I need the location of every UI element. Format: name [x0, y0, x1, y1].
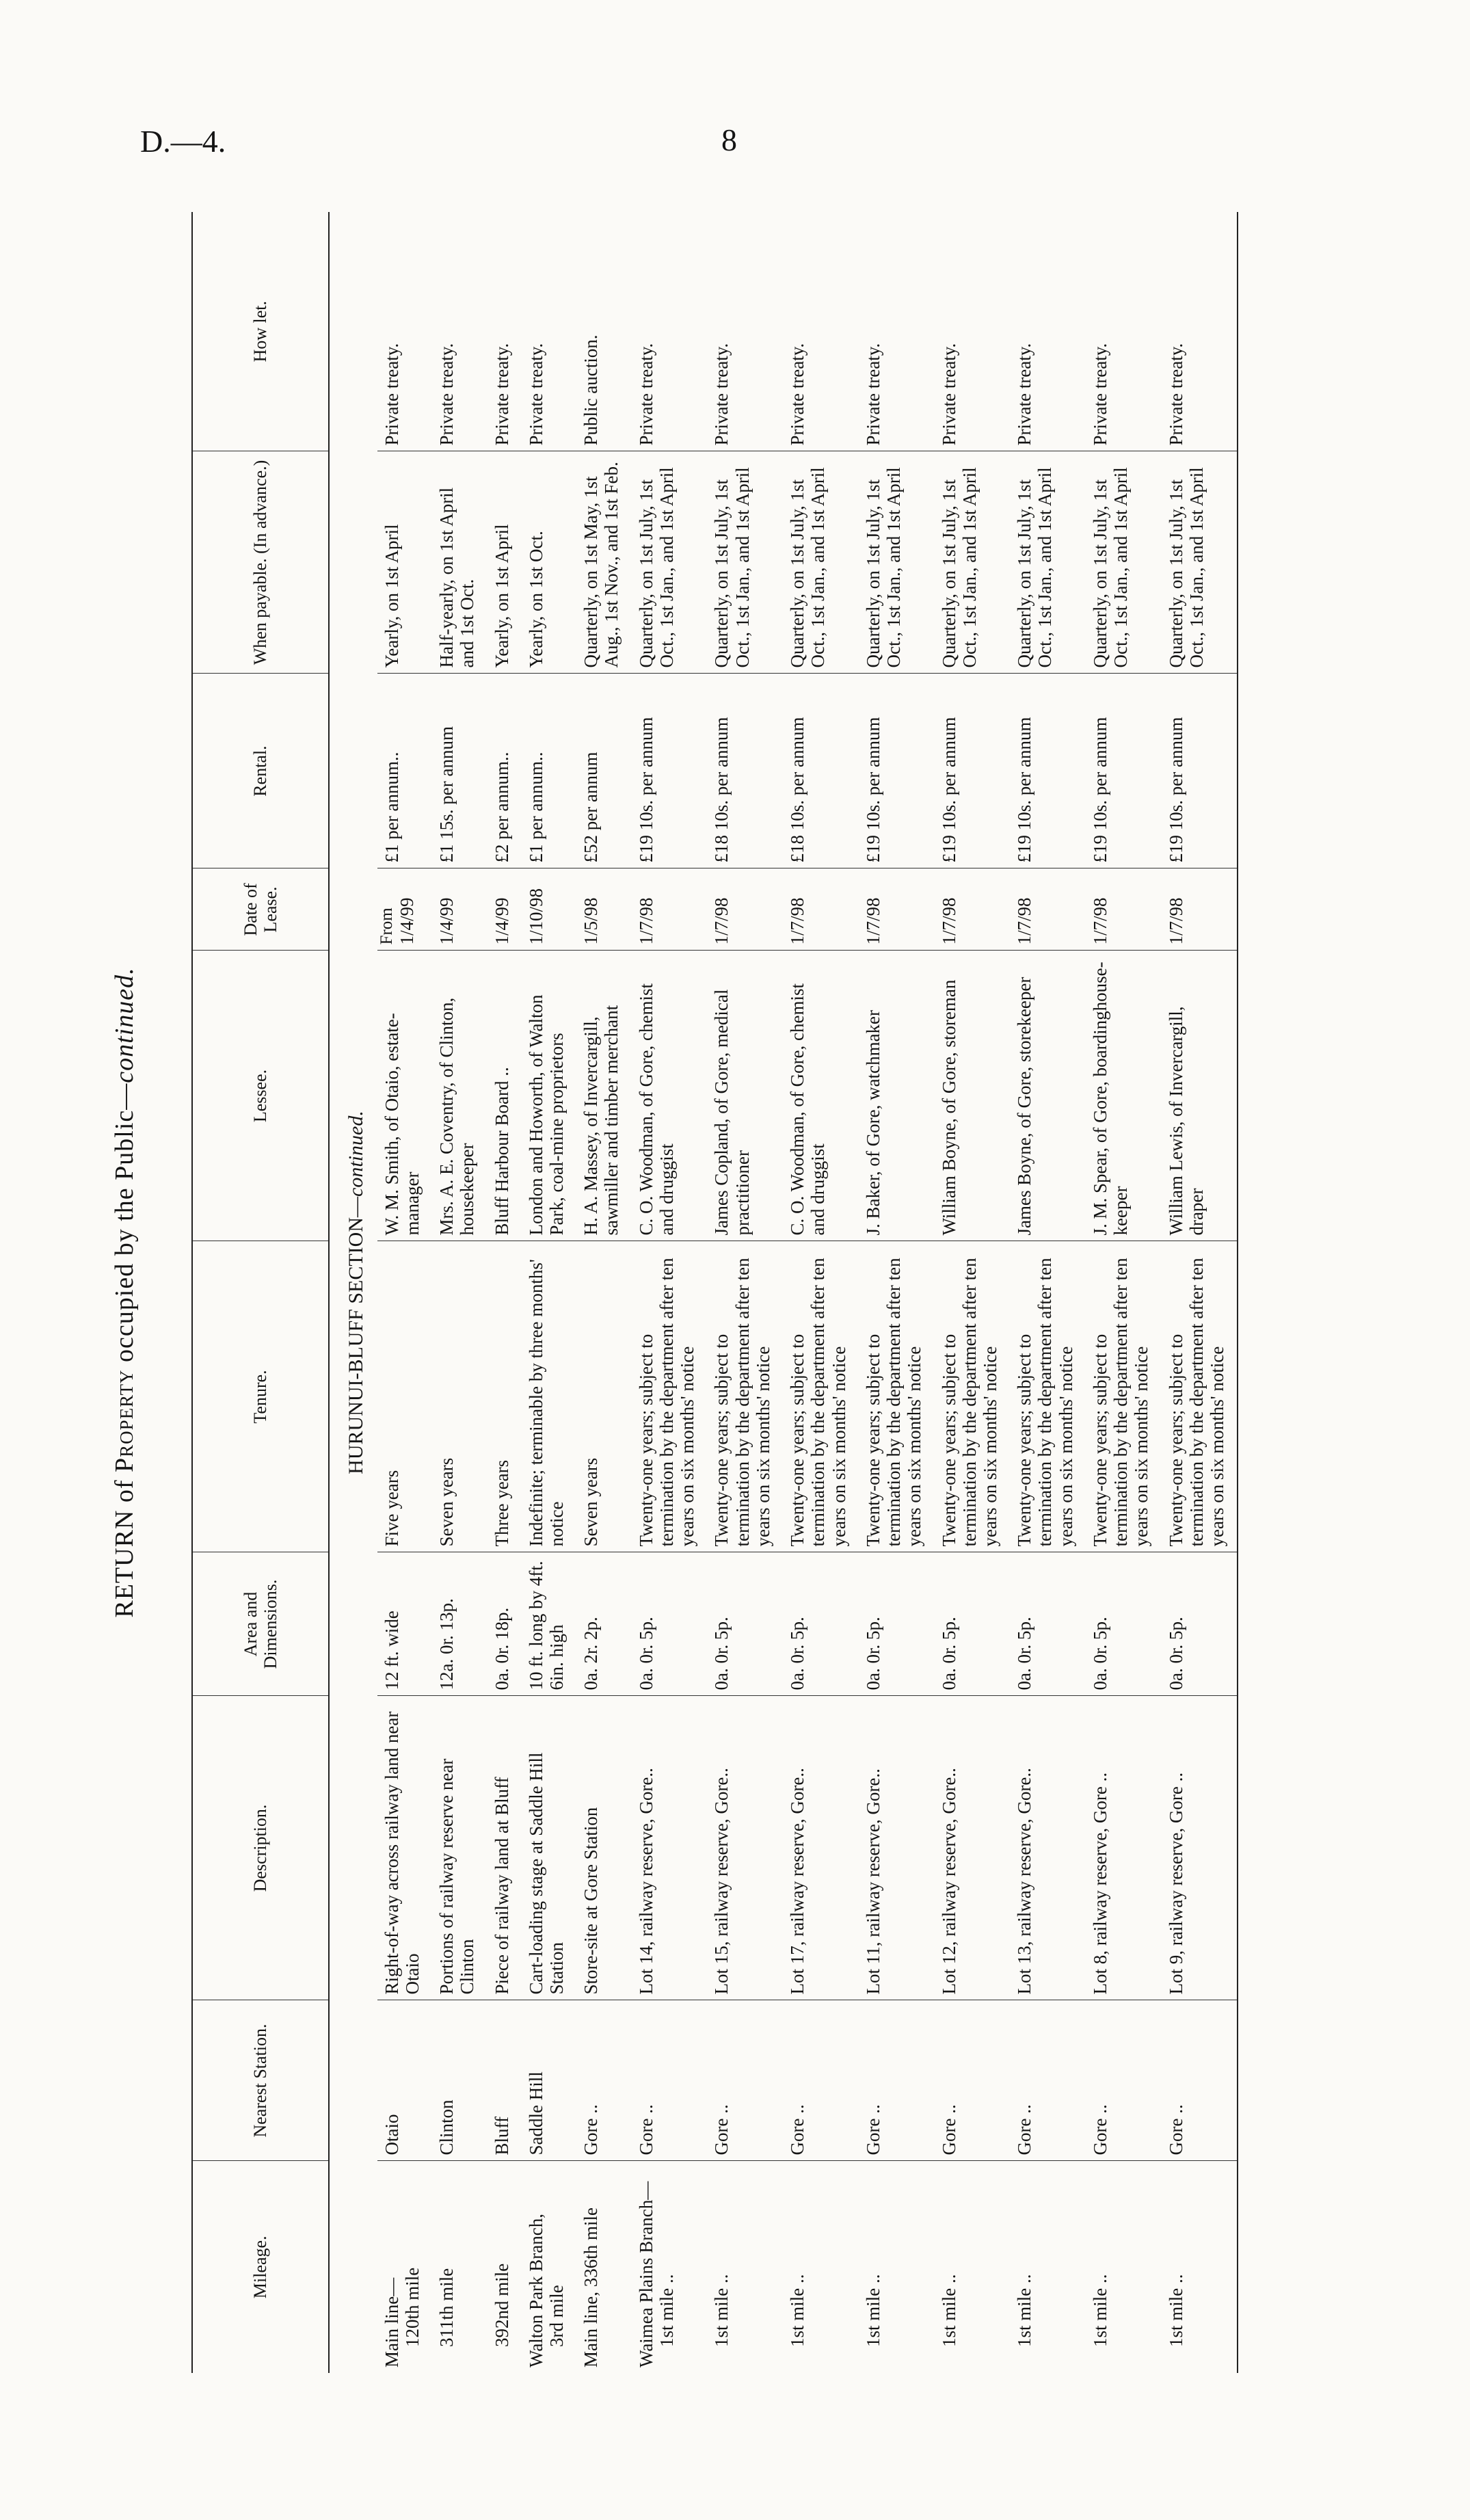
cell-date: 1/7/98: [935, 868, 1011, 951]
property-return-table: [191, 212, 1238, 2373]
table-row: [432, 212, 487, 2373]
cell-station: Gore ..: [935, 2000, 1011, 2161]
cell-mileage: [707, 2161, 783, 2373]
cell-tenure: Twenty-one years; subject to termination by the department after ten years on six months' notice: [783, 1241, 859, 1552]
table-row: [576, 212, 631, 2373]
cell-station: Bluff: [487, 2000, 522, 2161]
cell-rental: £19 10s. per annum: [935, 674, 1011, 868]
cell-area: 0a. 2r. 2p.: [576, 1552, 631, 1696]
cell-date: 1/7/98: [859, 868, 935, 951]
cell-payable: Quarterly, on 1st July, 1st Oct., 1st Jan., and 1st April: [859, 451, 935, 674]
section-title-continued: continued.: [345, 1111, 367, 1197]
cell-description: Lot 14, railway reserve, Gore..: [632, 1696, 708, 2000]
cell-rental: £19 10s. per annum: [1010, 674, 1086, 868]
cell-how-let: Private treaty.: [522, 212, 576, 451]
cell-date: 1/4/99: [487, 868, 522, 951]
cell-mileage: [576, 2161, 631, 2373]
title-continued: continued.: [110, 967, 139, 1083]
cell-description: Lot 13, railway reserve, Gore..: [1010, 1696, 1086, 2000]
title-suffix: occupied by the Public—: [110, 1083, 139, 1370]
cell-tenure: Twenty-one years; subject to termination by the department after ten years on six months' notice: [1162, 1241, 1238, 1552]
date-value: 1/4/99: [396, 897, 417, 945]
cell-rental: £1 per annum..: [522, 674, 576, 868]
mileage-value: 1st mile ..: [1089, 2274, 1110, 2347]
cell-description: Piece of railway land at Bluff: [487, 1696, 522, 2000]
header-row: [192, 212, 329, 2373]
table-row: [1162, 212, 1238, 2373]
cell-area: 0a. 0r. 5p.: [632, 1552, 708, 1696]
cell-date: 1/7/98: [783, 868, 859, 951]
cell-payable: Quarterly, on 1st July, 1st Oct., 1st Jan., and 1st April: [1086, 451, 1162, 674]
cell-station: Clinton: [432, 2000, 487, 2161]
cell-date: 1/7/98: [1086, 868, 1162, 951]
cell-how-let: Private treaty.: [432, 212, 487, 451]
table-row: [1086, 212, 1162, 2373]
title-prefix: RETURN of: [110, 1472, 139, 1618]
cell-description: Lot 17, railway reserve, Gore..: [783, 1696, 859, 2000]
cell-date: 1/10/98: [522, 868, 576, 951]
cell-area: 0a. 0r. 5p.: [935, 1552, 1011, 1696]
cell-payable: Quarterly, on 1st July, 1st Oct., 1st Jan., and 1st April: [935, 451, 1011, 674]
title-small-caps: Property: [110, 1369, 139, 1472]
cell-how-let: Private treaty.: [1086, 212, 1162, 451]
cell-tenure: Twenty-one years; subject to termination by the department after ten years on six months' notice: [1086, 1241, 1162, 1552]
mileage-value: 1st mile ..: [787, 2274, 808, 2347]
cell-lessee: James Copland, of Gore, medical practitioner: [707, 951, 783, 1241]
cell-area: 12a. 0r. 13p.: [432, 1552, 487, 1696]
table-row: [935, 212, 1011, 2373]
table-row: [859, 212, 935, 2373]
cell-payable: Quarterly, on 1st July, 1st Oct., 1st Jan., and 1st April: [632, 451, 708, 674]
cell-mileage: [487, 2161, 522, 2373]
cell-date: [377, 868, 432, 951]
mileage-value: 1st mile ..: [1014, 2274, 1035, 2347]
page-number: 8: [721, 122, 737, 157]
column-header-area: Area and Dimensions.: [192, 1552, 329, 1696]
cell-date: 1/7/98: [632, 868, 708, 951]
column-header-date-of-lease: Date of Lease.: [192, 868, 329, 951]
table-row: [707, 212, 783, 2373]
cell-mileage: [1162, 2161, 1238, 2373]
cell-lessee: J. M. Spear, of Gore, boardinghouse-keeper: [1086, 951, 1162, 1241]
cell-how-let: Private treaty.: [377, 212, 432, 451]
cell-mileage: [632, 2161, 708, 2373]
cell-area: 12 ft. wide: [377, 1552, 432, 1696]
mileage-value: 392nd mile: [491, 2263, 512, 2347]
cell-area: 0a. 0r. 18p.: [487, 1552, 522, 1696]
cell-how-let: Private treaty.: [1010, 212, 1086, 451]
section-row: [329, 212, 377, 2373]
cell-description: Lot 8, railway reserve, Gore ..: [1086, 1696, 1162, 2000]
cell-how-let: Private treaty.: [859, 212, 935, 451]
cell-rental: £19 10s. per annum: [859, 674, 935, 868]
column-header-mileage: Mileage.: [192, 2161, 329, 2373]
cell-tenure: Twenty-one years; subject to termination by the department after ten years on six months' notice: [632, 1241, 708, 1552]
cell-area: 0a. 0r. 5p.: [859, 1552, 935, 1696]
cell-description: Lot 9, railway reserve, Gore ..: [1162, 1696, 1238, 2000]
cell-payable: Quarterly, on 1st July, 1st Oct., 1st Jan., and 1st April: [1010, 451, 1086, 674]
cell-how-let: Private treaty.: [487, 212, 522, 451]
cell-rental: £18 10s. per annum: [783, 674, 859, 868]
cell-station: Gore ..: [859, 2000, 935, 2161]
cell-rental: £19 10s. per annum: [632, 674, 708, 868]
cell-mileage: [1010, 2161, 1086, 2373]
cell-how-let: Private treaty.: [935, 212, 1011, 451]
cell-mileage: [1086, 2161, 1162, 2373]
rotated-return-table: [109, 212, 1313, 2373]
table-row: [1010, 212, 1086, 2373]
mileage-value: 1st mile ..: [656, 2274, 677, 2347]
cell-mileage: [377, 2161, 432, 2373]
cell-lessee: James Boyne, of Gore, storekeeper: [1010, 951, 1086, 1241]
mileage-value: 1st mile ..: [711, 2274, 732, 2347]
cell-date: 1/7/98: [1162, 868, 1238, 951]
cell-how-let: Private treaty.: [1162, 212, 1238, 451]
mileage-group-label: Walton Park Branch,: [525, 2213, 546, 2368]
cell-rental: £52 per annum: [576, 674, 631, 868]
mileage-value: 311th mile: [436, 2268, 457, 2347]
cell-lessee: Mrs. A. E. Coventry, of Clinton, housekeeper: [432, 951, 487, 1241]
mileage-value: 1st mile ..: [862, 2274, 883, 2347]
cell-tenure: Seven years: [432, 1241, 487, 1552]
cell-lessee: William Boyne, of Gore, storeman: [935, 951, 1011, 1241]
column-header-rental: Rental.: [192, 674, 329, 868]
cell-rental: £1 15s. per annum: [432, 674, 487, 868]
cell-station: Gore ..: [576, 2000, 631, 2161]
cell-tenure: Twenty-one years; subject to termination by the department after ten years on six months' notice: [935, 1241, 1011, 1552]
mileage-value: 1st mile ..: [1165, 2274, 1186, 2347]
cell-station: Gore ..: [1010, 2000, 1086, 2161]
cell-tenure: Indefinite; terminable by three months' notice: [522, 1241, 576, 1552]
cell-date: 1/4/99: [432, 868, 487, 951]
cell-station: Gore ..: [1086, 2000, 1162, 2161]
cell-date: 1/7/98: [707, 868, 783, 951]
cell-how-let: Private treaty.: [707, 212, 783, 451]
cell-description: Store-site at Gore Station: [576, 1696, 631, 2000]
cell-area: 0a. 0r. 5p.: [1010, 1552, 1086, 1696]
cell-payable: Half-yearly, on 1st April and 1st Oct.: [432, 451, 487, 674]
cell-lessee: J. Baker, of Gore, watchmaker: [859, 951, 935, 1241]
cell-area: 10 ft. long by 4ft. 6in. high: [522, 1552, 576, 1696]
table-row: [632, 212, 708, 2373]
cell-description: Lot 12, railway reserve, Gore..: [935, 1696, 1011, 2000]
cell-rental: £2 per annum..: [487, 674, 522, 868]
cell-description: Portions of railway reserve near Clinton: [432, 1696, 487, 2000]
mileage-group-label: Waimea Plains Branch—: [635, 2181, 656, 2368]
page-identifier: D.—4.: [140, 124, 226, 159]
cell-lessee: C. O. Woodman, of Gore, chemist and druggist: [783, 951, 859, 1241]
cell-lessee: London and Howorth, of Walton Park, coal-mine proprietors: [522, 951, 576, 1241]
document-title: [109, 212, 139, 2373]
section-title-text: HURUNUI-BLUFF SECTION—: [345, 1196, 367, 1474]
cell-mileage: [935, 2161, 1011, 2373]
cell-description: Lot 15, railway reserve, Gore..: [707, 1696, 783, 2000]
cell-tenure: Five years: [377, 1241, 432, 1552]
cell-area: 0a. 0r. 5p.: [707, 1552, 783, 1696]
cell-lessee: C. O. Woodman, of Gore, chemist and druggist: [632, 951, 708, 1241]
column-header-when-payable: When payable. (In advance.): [192, 451, 329, 674]
cell-lessee: H. A. Massey, of Invercargill, sawmiller and timber merchant: [576, 951, 631, 1241]
cell-rental: £19 10s. per annum: [1162, 674, 1238, 868]
cell-how-let: Private treaty.: [632, 212, 708, 451]
cell-payable: Quarterly, on 1st July, 1st Oct., 1st Jan., and 1st April: [1162, 451, 1238, 674]
cell-tenure: Twenty-one years; subject to termination by the department after ten years on six months' notice: [707, 1241, 783, 1552]
mileage-group-label: Main line, 336th mile: [580, 2207, 602, 2368]
table-row: [522, 212, 576, 2373]
cell-area: 0a. 0r. 5p.: [783, 1552, 859, 1696]
mileage-value: 1st mile ..: [938, 2274, 959, 2347]
column-header-nearest-station: Nearest Station.: [192, 2000, 329, 2161]
column-header-lessee: Lessee.: [192, 951, 329, 1241]
cell-station: Saddle Hill: [522, 2000, 576, 2161]
mileage-value: 120th mile: [401, 2267, 423, 2347]
mileage-value: 3rd mile: [546, 2285, 567, 2347]
cell-area: 0a. 0r. 5p.: [1162, 1552, 1238, 1696]
cell-rental: £19 10s. per annum: [1086, 674, 1162, 868]
cell-tenure: Three years: [487, 1241, 522, 1552]
cell-lessee: William Lewis, of Invercargill, draper: [1162, 951, 1238, 1241]
cell-payable: Yearly, on 1st April: [377, 451, 432, 674]
cell-station: Gore ..: [707, 2000, 783, 2161]
cell-payable: Quarterly, on 1st July, 1st Oct., 1st Jan., and 1st April: [783, 451, 859, 674]
section-title: [329, 212, 377, 2373]
table-row: [487, 212, 522, 2373]
cell-station: Otaio: [377, 2000, 432, 2161]
cell-mileage: [432, 2161, 487, 2373]
column-header-description: Description.: [192, 1696, 329, 2000]
cell-tenure: Seven years: [576, 1241, 631, 1552]
date-from-label: From: [377, 907, 396, 945]
cell-how-let: Public auction.: [576, 212, 631, 451]
cell-date: 1/5/98: [576, 868, 631, 951]
cell-rental: £1 per annum..: [377, 674, 432, 868]
column-header-how-let: How let.: [192, 212, 329, 451]
cell-payable: Yearly, on 1st Oct.: [522, 451, 576, 674]
cell-station: Gore ..: [632, 2000, 708, 2161]
cell-description: Right-of-way across railway land near Otaio: [377, 1696, 432, 2000]
cell-tenure: Twenty-one years; subject to termination by the department after ten years on six months' notice: [1010, 1241, 1086, 1552]
mileage-group-label: Main line—: [381, 2277, 402, 2368]
cell-mileage: [859, 2161, 935, 2373]
cell-lessee: W. M. Smith, of Otaio, estate-manager: [377, 951, 432, 1241]
cell-area: 0a. 0r. 5p.: [1086, 1552, 1162, 1696]
cell-mileage: [522, 2161, 576, 2373]
cell-tenure: Twenty-one years; subject to termination by the department after ten years on six months' notice: [859, 1241, 935, 1552]
cell-description: Lot 11, railway reserve, Gore..: [859, 1696, 935, 2000]
cell-mileage: [783, 2161, 859, 2373]
cell-lessee: Bluff Harbour Board ..: [487, 951, 522, 1241]
cell-station: Gore ..: [1162, 2000, 1238, 2161]
cell-payable: Quarterly, on 1st May, 1st Aug., 1st Nov., and 1st Feb.: [576, 451, 631, 674]
cell-payable: Quarterly, on 1st July, 1st Oct., 1st Jan., and 1st April: [707, 451, 783, 674]
cell-description: Cart-loading stage at Saddle Hill Station: [522, 1696, 576, 2000]
cell-how-let: Private treaty.: [783, 212, 859, 451]
cell-rental: £18 10s. per annum: [707, 674, 783, 868]
column-header-tenure: Tenure.: [192, 1241, 329, 1552]
table-row: [377, 212, 432, 2373]
table-row: [783, 212, 859, 2373]
cell-date: 1/7/98: [1010, 868, 1086, 951]
cell-station: Gore ..: [783, 2000, 859, 2161]
cell-payable: Yearly, on 1st April: [487, 451, 522, 674]
